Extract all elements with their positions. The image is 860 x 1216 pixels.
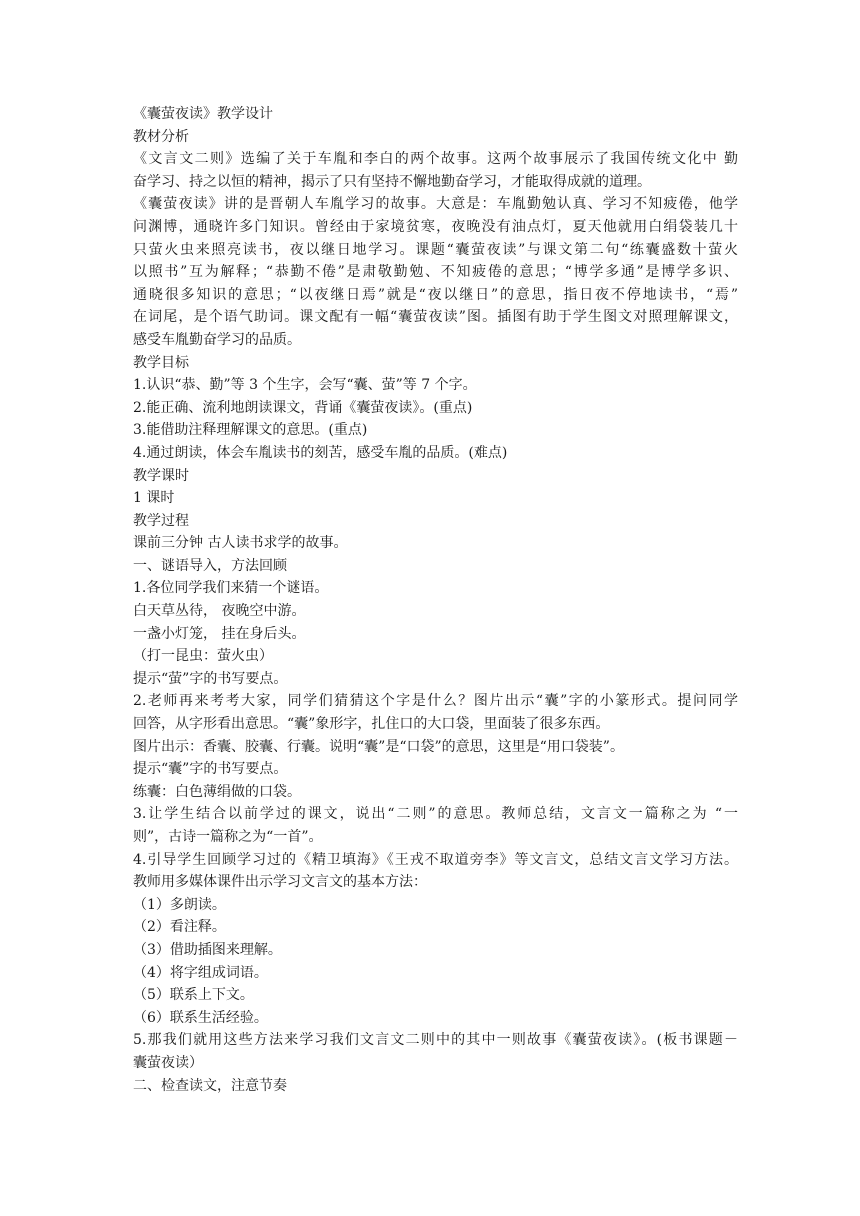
riddle-line: 白天草丛待， 夜晚空中游。: [133, 603, 306, 620]
paragraph-line: 则”，古诗一篇称之为“一首”。: [133, 829, 323, 845]
paragraph-line: 练囊：白色薄绢做的口袋。: [133, 783, 301, 800]
list-item: 3.让学生结合以前学过的课文，说出“二则”的意思。教师总结，文言文一篇称之为 “一: [133, 806, 738, 823]
document-page: [133, 103, 738, 1097]
section-heading: 教学过程: [133, 512, 189, 529]
list-item: 4.引导学生回顾学习过的《精卫填海》《王戎不取道旁李》等文言文，总结文言文学习方法。: [133, 851, 738, 868]
paragraph-line: 以照书”互为解释；“恭勤不倦”是肃敬勤勉、不知疲倦的意思；“博学多通”是博学多识、: [133, 264, 738, 281]
paragraph-line: 课前三分钟 古人读书求学的故事。: [133, 535, 348, 552]
subsection-heading: 二、检查读文，注意节奏: [133, 1077, 287, 1094]
list-item: 1.认识“恭、勤”等 3 个生字，会写“囊、萤”等 7 个字。: [133, 377, 477, 394]
section-heading: 教学课时: [133, 467, 189, 484]
riddle-line: 一盏小灯笼， 挂在身后头。: [133, 625, 306, 642]
paragraph-line: 囊萤夜读）: [133, 1054, 203, 1071]
paragraph-line: 《文言文二则》选编了关于车胤和李白的两个故事。这两个故事展示了我国传统文化中 勤: [133, 151, 738, 168]
paragraph-line: 1 课时: [133, 490, 175, 507]
method-item: （1）多朗读。: [133, 896, 226, 913]
paragraph-line: 通晓很多知识的意思；“以夜继日焉”就是“夜以继日”的意思，指日夜不停地读书，“焉”: [133, 286, 738, 303]
method-item: （3）借助插图来理解。: [133, 941, 282, 958]
paragraph-line: 在词尾，是个语气助词。课文配有一幅“囊萤夜读”图。插图有助于学生图文对照理解课文，: [133, 309, 738, 326]
paragraph-line: 提示“囊”字的书写要点。: [133, 761, 288, 778]
list-item: 4.通过朗读，体会车胤读书的刻苦，感受车胤的品质。(难点): [133, 444, 508, 461]
list-item: 2.老师再来考考大家，同学们猜猜这个字是什么？图片出示“囊”字的小篆形式。提问同学: [133, 693, 738, 710]
subsection-heading: 一、谜语导入，方法回顾: [133, 557, 287, 574]
list-item: 2.能正确、流利地朗读课文，背诵《囊萤夜读》。(重点): [133, 399, 473, 416]
paragraph-line: （打一昆虫：萤火虫）: [133, 648, 273, 665]
list-item: 5.那我们就用这些方法来学习我们文言文二则中的其中一则故事《囊萤夜读》。(板书课题－: [133, 1032, 738, 1049]
section-heading: 教学目标: [133, 354, 189, 371]
method-item: （2）看注释。: [133, 919, 226, 936]
paragraph-line: 《囊萤夜读》讲的是晋朝人车胤学习的故事。大意是：车胤勤勉认真、学习不知疲倦，他学: [133, 196, 738, 213]
paragraph-line: 问渊博，通晓许多门知识。曾经由于家境贫寒，夜晚没有油点灯，夏天他就用白绢袋装几十: [133, 218, 738, 235]
paragraph-line: 感受车胤勤奋学习的品质。: [133, 331, 301, 348]
paragraph-line: 奋学习、持之以恒的精神，揭示了只有坚持不懈地勤奋学习，才能取得成就的道理。: [133, 173, 651, 190]
list-item: 1.各位同学我们来猜一个谜语。: [133, 580, 329, 597]
paragraph-line: 教师用多媒体课件出示学习文言文的基本方法：: [133, 874, 427, 891]
method-item: （5）联系上下文。: [133, 987, 254, 1004]
section-heading: 教材分析: [133, 128, 189, 145]
method-item: （6）联系生活经验。: [133, 1009, 268, 1026]
paragraph-line: 只萤火虫来照亮读书，夜以继日地学习。课题“囊萤夜读”与课文第二句“练囊盛数十萤火: [133, 241, 738, 258]
method-item: （4）将字组成词语。: [133, 964, 268, 981]
paragraph-line: 图片出示：香囊、胶囊、行囊。说明“囊”是“口袋”的意思，这里是“用口袋装”。: [133, 738, 624, 755]
paragraph-line: 回答，从字形看出意思。“囊”象形字，扎住口的大口袋，里面装了很多东西。: [133, 716, 610, 733]
list-item: 3.能借助注释理解课文的意思。(重点): [133, 422, 368, 439]
paragraph-line: 提示“萤”字的书写要点。: [133, 670, 288, 687]
doc-title: 《囊萤夜读》教学设计: [133, 106, 273, 122]
